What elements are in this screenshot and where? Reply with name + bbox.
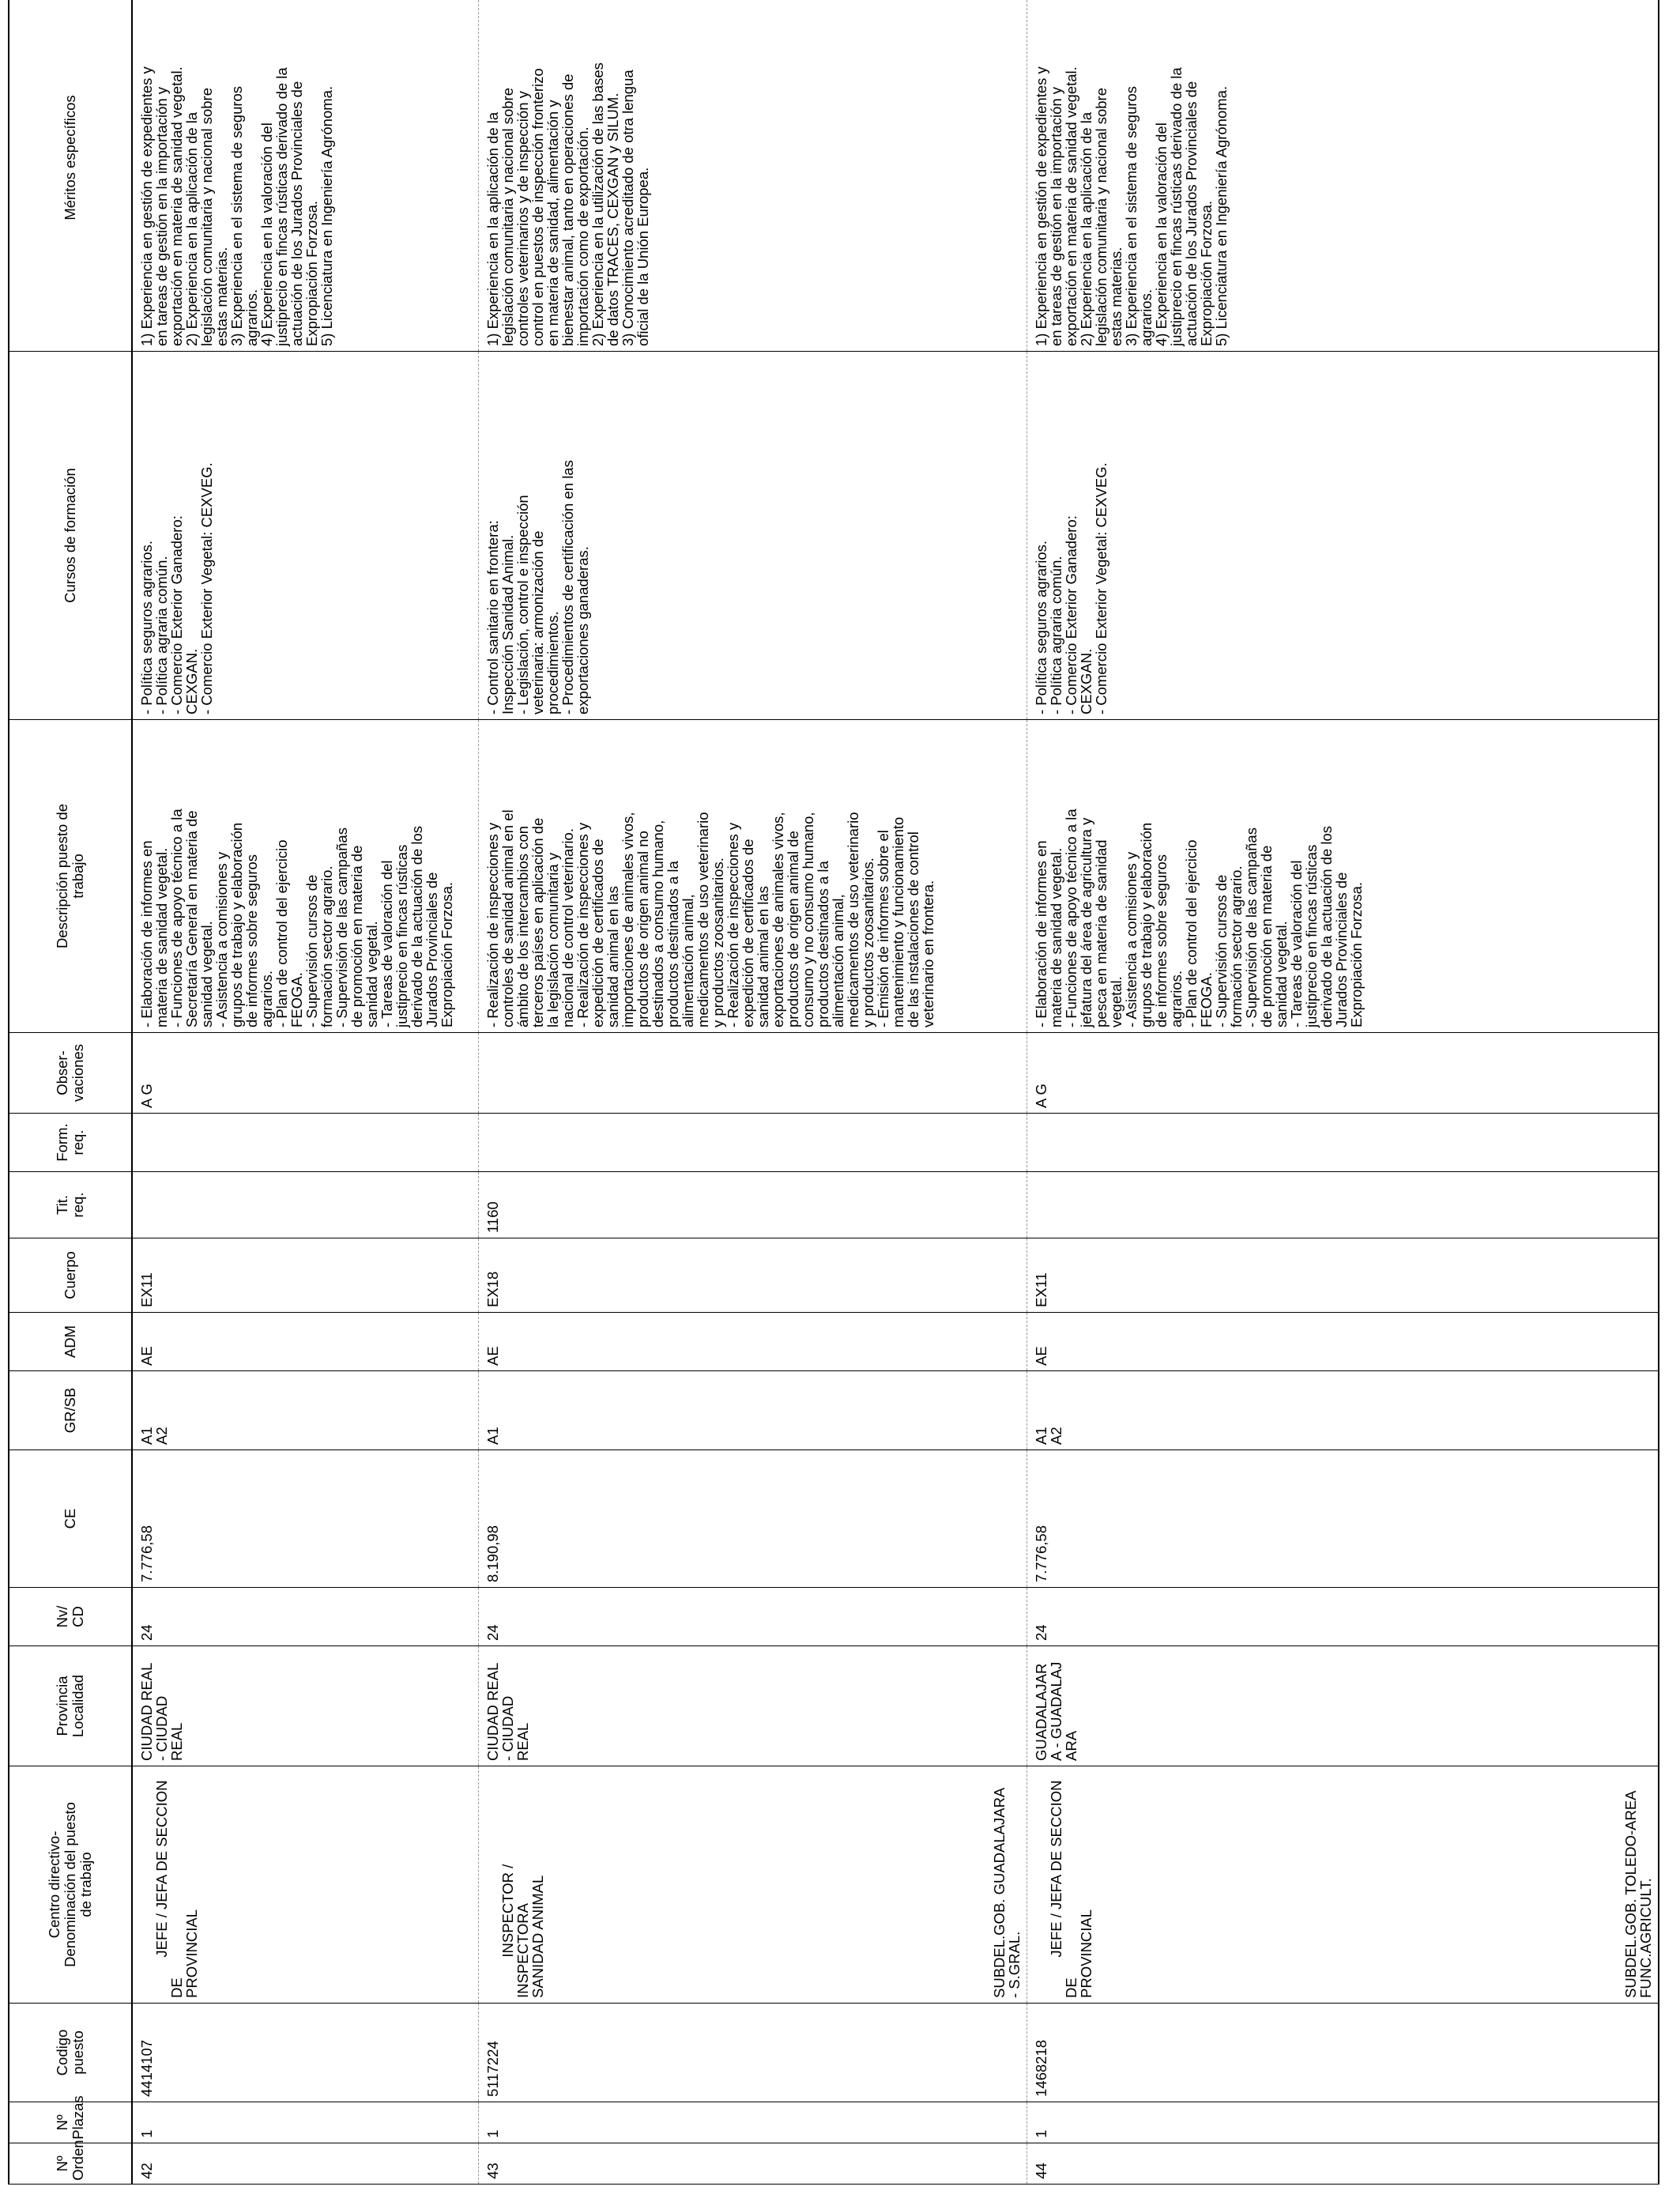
cell-titulacion xyxy=(132,1172,478,1238)
cell-codigo: 1468218 xyxy=(1026,2004,1659,2102)
cell-descripcion: - Elaboración de informes en materia de sanidad vegetal. - Funciones de apoyo técnico a la Secretaría General en materia de sanidad vegetal. - Asistencia a comisiones y grupos de trabajo y elaboración de informes sobre seguros agrarios. - Plan de control del ejercicio FEOGA. - Supervisión cursos de formación sector agrario. - Supervisión de las campañas de promoción en materia de sanidad vegetal. - Tareas de valoración del justiprecio en fincas rústicas derivado de la actuación de los Jurados Provinciales de Expropiación Forzosa. xyxy=(132,720,478,1033)
header-descripcion: Descripción puesto de trabajo xyxy=(9,720,132,1033)
header-orden: Nº Orden xyxy=(9,2143,132,2185)
header-cuerpo: Cuerpo xyxy=(9,1238,132,1313)
cell-provincia: CIUDAD REAL - CIUDAD REAL xyxy=(132,1646,478,1766)
cell-ce: 8.190,98 xyxy=(478,1450,1026,1588)
cell-observaciones: A G xyxy=(132,1033,478,1114)
position-name: JEFE / JEFA DE SECCION DE PROVINCIAL xyxy=(153,1780,200,1998)
cell-orden: 43 xyxy=(478,2143,1026,2185)
cell-formacion xyxy=(478,1114,1026,1172)
position-name: JEFE / JEFA DE SECCION DE PROVINCIAL xyxy=(1047,1780,1094,1998)
cell-orden: 42 xyxy=(132,2143,478,2185)
cell-titulacion xyxy=(1026,1172,1659,1238)
cell-ce: 7.776,58 xyxy=(1026,1450,1659,1588)
cell-codigo: 4414107 xyxy=(132,2004,478,2102)
cell-grupo: A1 A2 xyxy=(132,1371,478,1450)
cell-meritos: 1) Experiencia en gestión de expedientes y en tareas de gestión en la importación y exportación en materia de sanidad vegetal. 2) Experiencia en la aplicación de la legislación comunitaria y nacional sobre estas materias. 3) Experiencia en el sistema de seguros agrarios. 4) Experiencia en la valoración del justiprecio en fincas rústicas derivado de la actuación de los Jurados Provinciales de Expropiación Forzosa. 5) Licenciatura en Ingeniería Agrónoma. xyxy=(1026,0,1659,352)
header-ce: CE xyxy=(9,1450,132,1588)
cell-provincia: CIUDAD REAL - CIUDAD REAL xyxy=(478,1646,1026,1766)
table-row xyxy=(132,0,478,2185)
cell-descripcion: - Elaboración de informes en materia de sanidad vegetal. - Funciones de apoyo técnico a la jefatura del área de agricultura y pesca en materia de sanidad vegetal. - Asistencia a comisiones y grupos de trabajo y elaboración de informes sobre seguros agrarios. - Plan de control del ejercicio FEOGA. - Supervisión cursos de formación sector agrario. - Supervisión de las campañas de promoción en materia de sanidad vegetal. - Tareas de valoración del justiprecio en fincas rústicas derivado de la actuación de los Jurados Provinciales de Expropiación Forzosa. xyxy=(1026,720,1659,1033)
cell-formacion xyxy=(1026,1114,1659,1172)
header-centro: Centro directivo- Denominación del puesto de trabajo xyxy=(9,1766,132,2004)
cell-meritos: 1) Experiencia en gestión de expedientes y en tareas de gestión en la importación y exportación en materia de sanidad vegetal. 2) Experiencia en la aplicación de la legislación comunitaria y nacional sobre estas materias. 3) Experiencia en el sistema de seguros agrarios. 4) Experiencia en la valoración del justiprecio en fincas rústicas derivado de la actuación de los Jurados Provinciales de Expropiación Forzosa. 5) Licenciatura en Ingeniería Agrónoma. xyxy=(132,0,478,352)
cell-nivel: 24 xyxy=(1026,1588,1659,1646)
cell-descripcion: - Realización de inspecciones y controles de sanidad animal en el ámbito de los intercambios con terceros países en aplicación de la legislación comunitaria y nacional de control veterinario. - Realización de inspecciones y expedición de certificados de sanidad animal en las importaciones de animales vivos, productos de origen animal no destinados a consumo humano, productos destinados a la alimentación animal, medicamentos de uso veterinario y productos zoosanitarios. - Realización de inspecciones y expedición de certificados de sanidad animal en las exportaciones de animales vivos, productos de origen animal de consumo y no consumo humano, productos destinados a la alimentación animal, medicamentos de uso veterinario y productos zoosanitarios. - Emisión de informes sobre el mantenimiento y funcionamiento de las instalaciones de control veterinario en frontera. xyxy=(478,720,1026,1033)
cell-cuerpo: EX11 xyxy=(132,1238,478,1313)
cell-observaciones: A G xyxy=(1026,1033,1659,1114)
header-adm: ADM xyxy=(9,1313,132,1371)
cell-ce: 7.776,58 xyxy=(132,1450,478,1588)
cell-plazas: 1 xyxy=(1026,2102,1659,2143)
header-codigo: Codigo puesto xyxy=(9,2004,132,2102)
cell-observaciones xyxy=(478,1033,1026,1114)
table-row xyxy=(478,0,1026,2185)
cell-codigo: 5117224 xyxy=(478,2004,1026,2102)
cell-cursos: - Política seguros agrarios. - Política agraria común. - Comercio Exterior Ganadero: CEXGAN. - Comercio Exterior Vegetal: CEXVEG. xyxy=(1026,352,1659,720)
header-titulacion: Tit. req. xyxy=(9,1172,132,1238)
cell-nivel: 24 xyxy=(132,1588,478,1646)
header-plazas: Nº Plazas xyxy=(9,2102,132,2143)
cell-nivel: 24 xyxy=(478,1588,1026,1646)
cell-adm: AE xyxy=(1026,1313,1659,1371)
cell-cuerpo: EX11 xyxy=(1026,1238,1659,1313)
cell-grupo: A1 A2 xyxy=(1026,1371,1659,1450)
cell-adm: AE xyxy=(132,1313,478,1371)
cell-orden: 44 xyxy=(1026,2143,1659,2185)
cell-plazas: 1 xyxy=(132,2102,478,2143)
cell-cursos: - Control sanitario en frontera: Inspección Sanidad Animal. - Legislación, control e inspección veterinaria: armonización de procedimientos. - Procedimientos de certificación en las exportaciones ganaderas. xyxy=(478,352,1026,720)
cell-plazas: 1 xyxy=(478,2102,1026,2143)
header-observaciones: Obser- vaciones xyxy=(9,1033,132,1114)
header-row xyxy=(9,0,132,2185)
cell-provincia: GUADALAJAR A - GUADALAJ ARA xyxy=(1026,1646,1659,1766)
cell-centro xyxy=(478,1766,1026,2004)
cell-centro xyxy=(1026,1766,1659,2004)
cell-grupo: A1 xyxy=(478,1371,1026,1450)
header-formacion: Form. req. xyxy=(9,1114,132,1172)
job-positions-table xyxy=(8,0,1659,2185)
cell-adm: AE xyxy=(478,1313,1026,1371)
header-cursos: Cursos de formación xyxy=(9,352,132,720)
header-meritos: Méritos específicos xyxy=(9,0,132,352)
centro-directivo: SUBDEL.GOB. GUADALAJARA - S.GRAL. xyxy=(990,1787,1023,1998)
header-provincia: Provincia Localidad xyxy=(9,1646,132,1766)
position-name: INSPECTOR / INSPECTORA SANIDAD ANIMAL xyxy=(499,1864,546,1998)
cell-cursos: - Política seguros agrarios. - Política agraria común. - Comercio Exterior Ganadero: CEXGAN. - Comercio Exterior Vegetal: CEXVEG. xyxy=(132,352,478,720)
cell-formacion xyxy=(132,1114,478,1172)
header-grupo: GR/SB xyxy=(9,1371,132,1450)
cell-titulacion: 1160 xyxy=(478,1172,1026,1238)
cell-cuerpo: EX18 xyxy=(478,1238,1026,1313)
table-row xyxy=(1026,0,1659,2185)
centro-directivo: SUBDEL.GOB. TOLEDO-AREA FUNC.AGRICULT. xyxy=(1622,1790,1654,1998)
cell-meritos: 1) Experiencia en la aplicación de la legislación comunitaria y nacional sobre controles veterinarios y de inspección y control en puestos de inspección fronterizo en materia de sanidad, alimentación y bienestar animal, tanto en operaciones de importación como de exportación. 2) Experiencia en la utilización de las bases de datos TRACES, CEXGAN y SILUM. 3) Conocimiento acreditado de otra lengua oficial de la Unión Europea. xyxy=(478,0,1026,352)
cell-centro xyxy=(132,1766,478,2004)
header-nivel: Nv/ CD xyxy=(9,1588,132,1646)
